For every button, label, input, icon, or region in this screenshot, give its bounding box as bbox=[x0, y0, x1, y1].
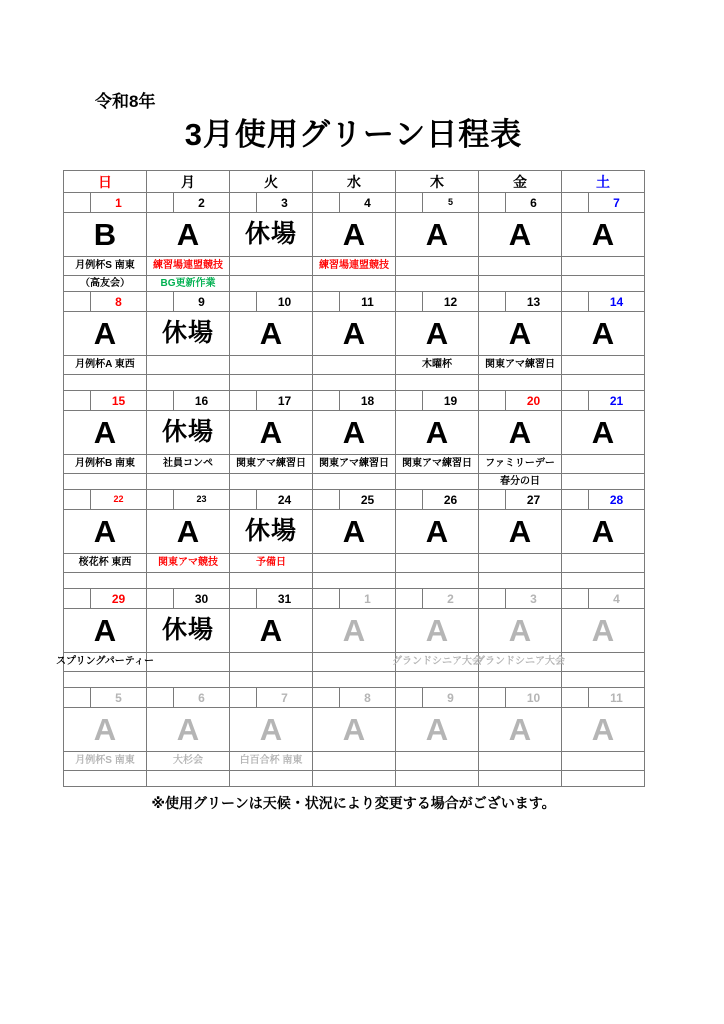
date-cell bbox=[396, 589, 479, 609]
date-stub-cell bbox=[147, 589, 174, 608]
event-note-cell bbox=[64, 771, 147, 787]
event-note-cell: 関東アマ練習日 bbox=[396, 455, 479, 474]
green-assignment-cell: A bbox=[396, 708, 479, 752]
green-assignment-cell: A bbox=[479, 609, 562, 653]
event-note-cell bbox=[396, 672, 479, 688]
event-note-cell bbox=[479, 752, 562, 771]
week-5-date-row bbox=[64, 589, 645, 609]
date-stub-cell bbox=[313, 490, 340, 509]
day-header-cell: 水 bbox=[313, 171, 396, 193]
page-title: 3月使用グリーン日程表 bbox=[184, 117, 523, 152]
green-assignment-cell: A bbox=[396, 312, 479, 356]
event-note-cell bbox=[479, 771, 562, 787]
date-stub-cell bbox=[479, 688, 506, 707]
date-number: 4 bbox=[364, 195, 371, 210]
event-note-cell bbox=[313, 771, 396, 787]
date-cell bbox=[479, 688, 562, 708]
date-number: 1 bbox=[115, 195, 122, 210]
event-note-cell bbox=[396, 474, 479, 490]
date-stub-cell bbox=[562, 490, 589, 509]
week-6-note-row-1 bbox=[64, 752, 645, 771]
event-note-cell: 月例杯S 南東 bbox=[64, 257, 147, 276]
event-note-cell bbox=[562, 752, 645, 771]
event-note-cell bbox=[64, 375, 147, 391]
date-stub-cell bbox=[230, 490, 257, 509]
date-cell bbox=[147, 391, 230, 411]
date-stub-cell bbox=[64, 490, 91, 509]
date-cell bbox=[396, 391, 479, 411]
day-header-cell: 土 bbox=[562, 171, 645, 193]
event-note-cell bbox=[562, 474, 645, 490]
event-note-cell bbox=[313, 752, 396, 771]
day-header-row bbox=[64, 171, 645, 193]
date-stub-cell bbox=[230, 688, 257, 707]
date-number: 11 bbox=[361, 294, 374, 309]
event-note-cell: 関東アマ練習日 bbox=[313, 455, 396, 474]
date-number: 8 bbox=[364, 690, 371, 705]
date-cell bbox=[313, 589, 396, 609]
date-number: 31 bbox=[277, 591, 292, 606]
date-number: 29 bbox=[111, 591, 126, 606]
date-cell bbox=[396, 490, 479, 510]
green-assignment-cell: A bbox=[147, 708, 230, 752]
date-number: 3 bbox=[281, 195, 288, 210]
green-assignment-cell: A bbox=[64, 708, 147, 752]
date-cell bbox=[313, 292, 396, 312]
date-stub-cell bbox=[64, 391, 91, 410]
date-cell bbox=[479, 292, 562, 312]
green-assignment-cell: A bbox=[64, 411, 147, 455]
era-year-label: 令和8年 bbox=[95, 92, 156, 111]
week-1-note-row-1 bbox=[64, 257, 645, 276]
date-cell bbox=[313, 193, 396, 213]
event-note-cell bbox=[313, 474, 396, 490]
event-note-cell bbox=[147, 356, 230, 375]
event-note-cell bbox=[396, 257, 479, 276]
date-stub-cell bbox=[64, 292, 91, 311]
week-4-note-row-2 bbox=[64, 573, 645, 589]
week-1-green-row bbox=[64, 213, 645, 257]
green-assignment-cell: A bbox=[479, 510, 562, 554]
event-note-cell: グランドシニア大会 bbox=[479, 653, 562, 672]
event-note-cell bbox=[396, 375, 479, 391]
event-note-cell bbox=[230, 653, 313, 672]
green-assignment-cell: A bbox=[313, 213, 396, 257]
week-3-green-row bbox=[64, 411, 645, 455]
event-note-cell bbox=[313, 375, 396, 391]
event-note-cell bbox=[313, 356, 396, 375]
date-stub-cell bbox=[313, 589, 340, 608]
event-note-cell bbox=[230, 257, 313, 276]
day-header-cell: 金 bbox=[479, 171, 562, 193]
date-number: 10 bbox=[277, 294, 292, 309]
event-note-cell bbox=[147, 771, 230, 787]
week-3-note-row-1 bbox=[64, 455, 645, 474]
date-cell bbox=[64, 589, 147, 609]
green-assignment-cell: A bbox=[479, 312, 562, 356]
event-note-cell: 関東アマ練習日 bbox=[479, 356, 562, 375]
green-assignment-cell: A bbox=[396, 213, 479, 257]
green-assignment-cell: A bbox=[313, 411, 396, 455]
week-4-note-row-1 bbox=[64, 554, 645, 573]
date-stub-cell bbox=[64, 193, 91, 212]
event-note-cell bbox=[147, 672, 230, 688]
date-number: 15 bbox=[111, 393, 126, 408]
event-note-cell: 予備日 bbox=[230, 554, 313, 573]
date-stub-cell bbox=[147, 292, 174, 311]
event-note-cell: 練習場連盟競技 bbox=[147, 257, 230, 276]
green-assignment-cell: 休場 bbox=[147, 609, 230, 653]
green-assignment-cell: B bbox=[64, 213, 147, 257]
week-2-date-row bbox=[64, 292, 645, 312]
green-assignment-cell: A bbox=[396, 510, 479, 554]
week-3-note-row-2 bbox=[64, 474, 645, 490]
date-cell bbox=[230, 292, 313, 312]
week-2-note-row-2 bbox=[64, 375, 645, 391]
date-cell bbox=[313, 391, 396, 411]
date-stub-cell bbox=[396, 490, 423, 509]
date-stub-cell bbox=[313, 688, 340, 707]
date-stub-cell bbox=[479, 589, 506, 608]
date-stub-cell bbox=[147, 193, 174, 212]
date-stub-cell bbox=[396, 688, 423, 707]
green-assignment-cell: A bbox=[64, 312, 147, 356]
date-number: 18 bbox=[360, 393, 375, 408]
event-note-cell bbox=[562, 573, 645, 589]
date-number: 5 bbox=[115, 690, 122, 705]
event-note-cell bbox=[479, 276, 562, 292]
event-note-cell bbox=[147, 375, 230, 391]
event-note-cell bbox=[479, 257, 562, 276]
date-stub-cell bbox=[479, 490, 506, 509]
green-assignment-cell: A bbox=[64, 510, 147, 554]
green-assignment-cell: 休場 bbox=[230, 510, 313, 554]
date-cell bbox=[147, 490, 230, 510]
date-stub-cell bbox=[479, 292, 506, 311]
event-note-cell bbox=[147, 573, 230, 589]
event-note-cell bbox=[313, 573, 396, 589]
event-note-cell bbox=[64, 573, 147, 589]
week-1-note-row-2 bbox=[64, 276, 645, 292]
date-number: 30 bbox=[194, 591, 209, 606]
date-stub-cell bbox=[396, 292, 423, 311]
date-number: 9 bbox=[447, 690, 454, 705]
date-number: 6 bbox=[198, 690, 205, 705]
event-note-cell bbox=[313, 276, 396, 292]
date-stub-cell bbox=[230, 292, 257, 311]
date-cell bbox=[230, 490, 313, 510]
date-number: 28 bbox=[609, 492, 624, 507]
green-assignment-cell: A bbox=[562, 609, 645, 653]
date-stub-cell bbox=[562, 589, 589, 608]
event-note-cell bbox=[562, 375, 645, 391]
green-assignment-cell: A bbox=[562, 312, 645, 356]
week-3-date-row bbox=[64, 391, 645, 411]
calendar-table bbox=[56, 170, 645, 787]
date-stub-cell bbox=[147, 688, 174, 707]
date-cell bbox=[147, 589, 230, 609]
green-assignment-cell: A bbox=[147, 213, 230, 257]
event-note-cell bbox=[562, 276, 645, 292]
date-number: 22 bbox=[113, 494, 124, 504]
date-number: 9 bbox=[198, 294, 205, 309]
date-number: 16 bbox=[194, 393, 209, 408]
date-number: 13 bbox=[526, 294, 541, 309]
date-cell bbox=[313, 688, 396, 708]
event-note-cell bbox=[562, 356, 645, 375]
event-note-cell bbox=[64, 672, 147, 688]
event-note-cell bbox=[562, 554, 645, 573]
green-assignment-cell: A bbox=[147, 510, 230, 554]
event-note-cell bbox=[313, 554, 396, 573]
date-cell bbox=[562, 391, 645, 411]
date-cell bbox=[562, 292, 645, 312]
date-number: 3 bbox=[530, 591, 537, 606]
week-6-date-row bbox=[64, 688, 645, 708]
date-number: 5 bbox=[447, 197, 453, 207]
date-stub-cell bbox=[313, 193, 340, 212]
event-note-cell bbox=[562, 771, 645, 787]
date-stub-cell bbox=[230, 193, 257, 212]
day-header-cell: 火 bbox=[230, 171, 313, 193]
date-stub-cell bbox=[562, 193, 589, 212]
event-note-cell bbox=[230, 672, 313, 688]
event-note-cell bbox=[562, 672, 645, 688]
event-note-cell: 関東アマ競技 bbox=[147, 554, 230, 573]
date-cell bbox=[479, 391, 562, 411]
date-cell bbox=[64, 490, 147, 510]
event-note-cell bbox=[479, 573, 562, 589]
date-stub-cell bbox=[396, 391, 423, 410]
event-note-cell bbox=[230, 276, 313, 292]
week-5-note-row-2 bbox=[64, 672, 645, 688]
date-number: 10 bbox=[526, 690, 541, 705]
green-assignment-cell: A bbox=[313, 312, 396, 356]
event-note-cell bbox=[230, 356, 313, 375]
week-2-green-row bbox=[64, 312, 645, 356]
day-header-cell: 月 bbox=[147, 171, 230, 193]
date-number: 25 bbox=[360, 492, 375, 507]
date-stub-cell bbox=[396, 589, 423, 608]
date-stub-cell bbox=[562, 292, 589, 311]
date-number: 6 bbox=[530, 195, 537, 210]
event-note-cell: 大杉会 bbox=[147, 752, 230, 771]
green-assignment-cell: A bbox=[562, 510, 645, 554]
date-stub-cell bbox=[147, 490, 174, 509]
date-number: 11 bbox=[610, 690, 623, 705]
event-note-cell: 月例杯A 東西 bbox=[64, 356, 147, 375]
date-cell bbox=[64, 193, 147, 213]
week-2-note-row-1 bbox=[64, 356, 645, 375]
day-header-cell: 日 bbox=[64, 171, 147, 193]
green-assignment-cell: A bbox=[562, 213, 645, 257]
date-number: 8 bbox=[115, 294, 122, 309]
event-note-cell: 関東アマ練習日 bbox=[230, 455, 313, 474]
event-note-cell bbox=[562, 653, 645, 672]
event-note-cell bbox=[147, 653, 230, 672]
date-stub-cell bbox=[562, 688, 589, 707]
footer-note: ※使用グリーンは天候・状況により変更する場合がございます。 bbox=[151, 795, 556, 811]
date-number: 2 bbox=[198, 195, 205, 210]
green-assignment-cell: A bbox=[562, 708, 645, 752]
date-number: 12 bbox=[443, 294, 458, 309]
week-1-date-row bbox=[64, 193, 645, 213]
date-number: 27 bbox=[526, 492, 541, 507]
date-cell bbox=[313, 490, 396, 510]
date-cell bbox=[64, 688, 147, 708]
event-note-cell: 白百合杯 南東 bbox=[230, 752, 313, 771]
event-note-cell bbox=[479, 672, 562, 688]
green-assignment-cell: A bbox=[230, 609, 313, 653]
event-note-cell: BG更新作業 bbox=[147, 276, 230, 292]
week-4-green-row bbox=[64, 510, 645, 554]
event-note-cell bbox=[230, 771, 313, 787]
date-number: 23 bbox=[196, 494, 207, 504]
event-note-cell bbox=[230, 474, 313, 490]
event-note-cell bbox=[479, 375, 562, 391]
date-stub-cell bbox=[396, 193, 423, 212]
date-stub-cell bbox=[479, 193, 506, 212]
date-number: 7 bbox=[613, 195, 620, 210]
date-number: 7 bbox=[281, 690, 288, 705]
date-cell bbox=[230, 688, 313, 708]
date-cell bbox=[396, 688, 479, 708]
date-stub-cell bbox=[230, 589, 257, 608]
date-cell bbox=[147, 292, 230, 312]
event-note-cell bbox=[396, 771, 479, 787]
date-cell bbox=[479, 490, 562, 510]
date-number: 1 bbox=[364, 591, 371, 606]
event-note-cell bbox=[230, 375, 313, 391]
event-note-cell bbox=[230, 573, 313, 589]
date-number: 2 bbox=[447, 591, 454, 606]
event-note-cell: 月例杯B 南東 bbox=[64, 455, 147, 474]
event-note-cell bbox=[479, 554, 562, 573]
event-note-cell: グランドシニア大会 bbox=[396, 653, 479, 672]
day-header-cell: 木 bbox=[396, 171, 479, 193]
date-cell bbox=[147, 688, 230, 708]
date-cell bbox=[147, 193, 230, 213]
event-note-cell bbox=[562, 257, 645, 276]
date-number: 14 bbox=[609, 294, 624, 309]
date-cell bbox=[230, 589, 313, 609]
date-stub-cell bbox=[64, 589, 91, 608]
date-cell bbox=[64, 292, 147, 312]
event-note-cell: 春分の日 bbox=[479, 474, 562, 490]
date-stub-cell bbox=[562, 391, 589, 410]
green-assignment-cell: A bbox=[479, 708, 562, 752]
date-cell bbox=[562, 688, 645, 708]
date-number: 21 bbox=[609, 393, 624, 408]
date-stub-cell bbox=[313, 292, 340, 311]
event-note-cell bbox=[396, 752, 479, 771]
event-note-cell: 社員コンペ bbox=[147, 455, 230, 474]
event-note-cell bbox=[396, 573, 479, 589]
date-cell bbox=[64, 391, 147, 411]
event-note-cell: ファミリーデー bbox=[479, 455, 562, 474]
date-cell bbox=[396, 193, 479, 213]
event-note-cell bbox=[147, 474, 230, 490]
event-note-cell: スプリングパーティー bbox=[64, 653, 147, 672]
date-number: 20 bbox=[526, 393, 541, 408]
date-stub-cell bbox=[479, 391, 506, 410]
green-assignment-cell: A bbox=[313, 708, 396, 752]
date-number: 19 bbox=[443, 393, 458, 408]
week-5-green-row bbox=[64, 609, 645, 653]
green-assignment-cell: A bbox=[64, 609, 147, 653]
event-note-cell: 木曜杯 bbox=[396, 356, 479, 375]
date-cell bbox=[562, 193, 645, 213]
green-assignment-cell: 休場 bbox=[147, 312, 230, 356]
date-cell bbox=[562, 490, 645, 510]
date-cell bbox=[230, 391, 313, 411]
green-assignment-cell: A bbox=[230, 312, 313, 356]
date-stub-cell bbox=[313, 391, 340, 410]
date-cell bbox=[396, 292, 479, 312]
event-note-cell bbox=[562, 455, 645, 474]
event-note-cell bbox=[64, 474, 147, 490]
date-cell bbox=[562, 589, 645, 609]
green-assignment-cell: A bbox=[230, 708, 313, 752]
date-number: 17 bbox=[277, 393, 292, 408]
date-cell bbox=[479, 193, 562, 213]
date-stub-cell bbox=[230, 391, 257, 410]
green-assignment-cell: A bbox=[313, 609, 396, 653]
date-number: 26 bbox=[443, 492, 458, 507]
green-assignment-cell: A bbox=[479, 213, 562, 257]
date-number: 4 bbox=[613, 591, 620, 606]
green-assignment-cell: A bbox=[562, 411, 645, 455]
date-number: 24 bbox=[277, 492, 292, 507]
event-note-cell: 桜花杯 東西 bbox=[64, 554, 147, 573]
event-note-cell bbox=[396, 276, 479, 292]
week-6-note-row-2 bbox=[64, 771, 645, 787]
event-note-cell: 月例杯S 南東 bbox=[64, 752, 147, 771]
green-assignment-cell: A bbox=[396, 411, 479, 455]
date-cell bbox=[230, 193, 313, 213]
week-4-date-row bbox=[64, 490, 645, 510]
green-assignment-cell: 休場 bbox=[147, 411, 230, 455]
date-stub-cell bbox=[147, 391, 174, 410]
date-stub-cell bbox=[64, 688, 91, 707]
event-note-cell bbox=[313, 653, 396, 672]
event-note-cell: （高友会） bbox=[64, 276, 147, 292]
green-assignment-cell: A bbox=[313, 510, 396, 554]
event-note-cell: 練習場連盟競技 bbox=[313, 257, 396, 276]
week-5-note-row-1 bbox=[56, 653, 645, 672]
date-cell bbox=[479, 589, 562, 609]
event-note-cell bbox=[313, 672, 396, 688]
week-6-green-row bbox=[64, 708, 645, 752]
event-note-cell bbox=[396, 554, 479, 573]
green-assignment-cell: A bbox=[396, 609, 479, 653]
green-assignment-cell: A bbox=[479, 411, 562, 455]
green-assignment-cell: A bbox=[230, 411, 313, 455]
green-assignment-cell: 休場 bbox=[230, 213, 313, 257]
